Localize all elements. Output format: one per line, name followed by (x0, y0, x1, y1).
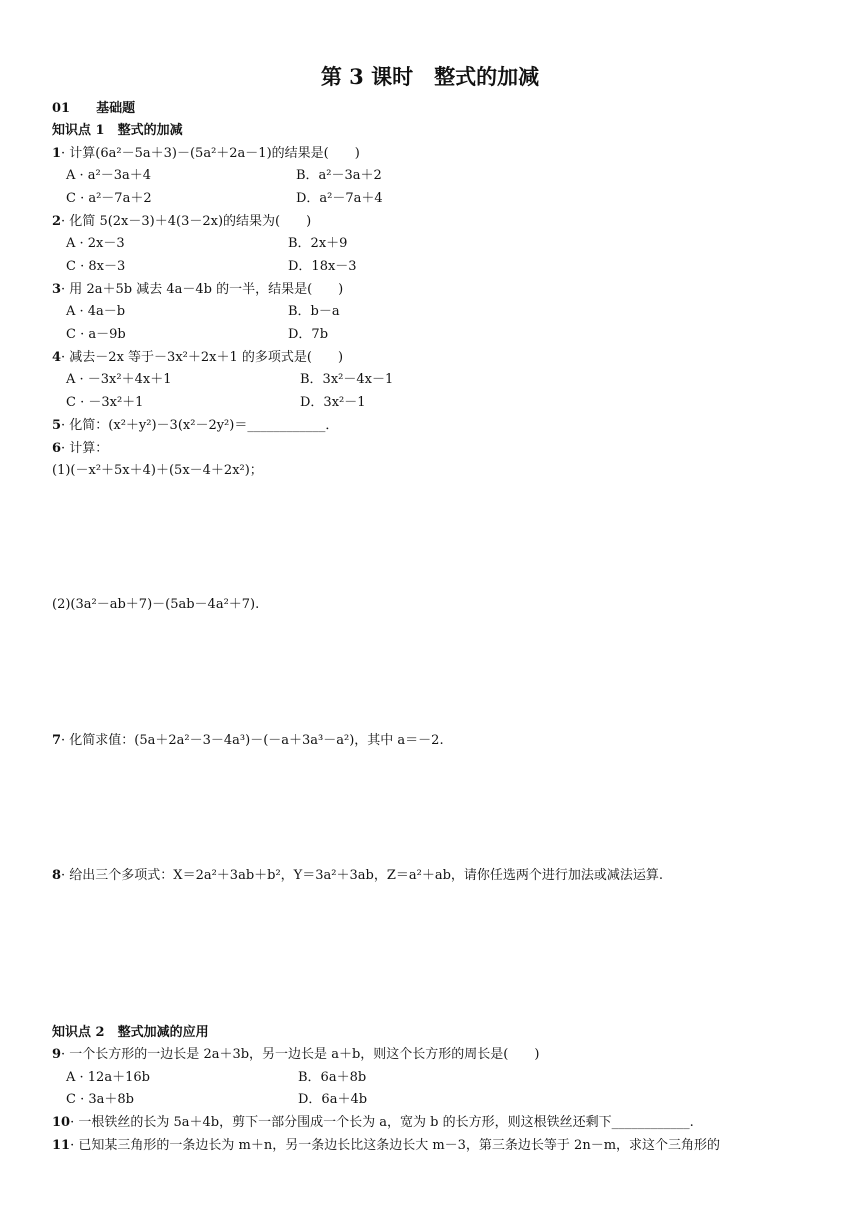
question-number: 1 (52, 146, 62, 161)
q9-option-a: A · 12a＋16b (66, 1070, 150, 1085)
question-number: 3 (52, 282, 62, 297)
question-stem: · 化简：(x²＋y²)－3(x²－2y²)＝____________． (61, 418, 339, 433)
q3-option-d: D．7b (288, 327, 329, 342)
question-number: 7 (52, 733, 62, 748)
question-8 (52, 867, 663, 885)
question-1 (52, 145, 360, 163)
q9-option-c: C · 3a＋8b (66, 1092, 134, 1107)
question-11 (52, 1137, 720, 1155)
question-stem: · 化简求值：(5a＋2a²－3－4a³)－(－a＋3a³－a²)，其中 a＝－2. (61, 733, 444, 748)
question-stem: · 计算： (61, 441, 109, 456)
q1-option-d: D．a²－7a＋4 (296, 191, 383, 206)
q2-option-d: D．18x－3 (288, 259, 357, 274)
question-4 (52, 349, 343, 367)
q3-option-a: A · 4a－b (66, 304, 126, 319)
question-9 (52, 1046, 539, 1064)
question-number: 4 (52, 350, 62, 365)
q3-option-b: B．b－a (288, 304, 340, 319)
question-number: 5 (52, 418, 62, 433)
question-number: 10 (52, 1115, 71, 1130)
question-number: 8 (52, 868, 62, 883)
question-number: 6 (52, 441, 62, 456)
q2-option-b: B．2x＋9 (288, 236, 348, 251)
q9-option-d: D．6a＋4b (298, 1092, 368, 1107)
q2-option-c: C · 8x－3 (66, 259, 126, 274)
question-6 (52, 440, 108, 458)
q4-option-a: A · －3x²＋4x＋1 (66, 372, 172, 387)
q4-option-b: B．3x²－4x－1 (300, 372, 394, 387)
question-stem: · 用 2a＋5b 减去 4a－4b 的一半，结果是( ) (61, 282, 344, 297)
section-label: 01 基础题 (52, 101, 136, 116)
q3-option-c: C · a－9b (66, 327, 126, 342)
question-7 (52, 732, 444, 750)
q1-option-c: C · a²－7a＋2 (66, 191, 152, 206)
question-stem: · 一根铁丝的长为 5a＋4b，剪下一部分围成一个长为 a，宽为 b 的长方形，则这根铁丝还剩下____________. (70, 1115, 694, 1130)
q4-option-c: C · －3x²＋1 (66, 395, 144, 410)
question-number: 2 (52, 214, 62, 229)
question-stem: · 已知某三角形的一条边长为 m＋n，另一条边长比这条边长大 m－3，第三条边长等于 2n－m，求这个三角形的 (70, 1138, 721, 1153)
question-3 (52, 281, 343, 299)
knowledge-point-2: 知识点 2 整式加减的应用 (52, 1025, 209, 1040)
question-6-part-2: (2)(3a²－ab＋7)－(5ab－4a²＋7). (52, 597, 260, 612)
question-stem: · 一个长方形的一边长是 2a＋3b，另一边长是 a＋b，则这个长方形的周长是( ) (61, 1047, 540, 1062)
question-2 (52, 213, 311, 231)
question-6-part-1: (1)(－x²＋5x＋4)＋(5x－4＋2x²)； (52, 463, 263, 478)
page-title: 第 3 课时 整式的加减 (320, 64, 540, 89)
question-10 (52, 1114, 694, 1132)
q2-option-a: A · 2x－3 (66, 236, 125, 251)
question-stem: · 给出三个多项式：X＝2a²＋3ab＋b²，Y＝3a²＋3ab，Z＝a²＋ab，请你任选两个进行加法或减法运算. (61, 868, 664, 883)
q9-option-b: B．6a＋8b (298, 1070, 367, 1085)
question-number: 9 (52, 1047, 62, 1062)
q1-option-a: A · a²－3a＋4 (66, 168, 152, 183)
knowledge-point-1: 知识点 1 整式的加减 (52, 123, 183, 138)
question-number: 11 (52, 1138, 71, 1153)
question-5 (52, 417, 338, 435)
question-stem: · 化简 5(2x－3)＋4(3－2x)的结果为( ) (61, 214, 312, 229)
question-stem: · 减去－2x 等于－3x²＋2x＋1 的多项式是( ) (61, 350, 344, 365)
q4-option-d: D．3x²－1 (300, 395, 366, 410)
question-stem: · 计算(6a²－5a＋3)－(5a²＋2a－1)的结果是( ) (61, 146, 360, 161)
q1-option-b: B．a²－3a＋2 (296, 168, 382, 183)
